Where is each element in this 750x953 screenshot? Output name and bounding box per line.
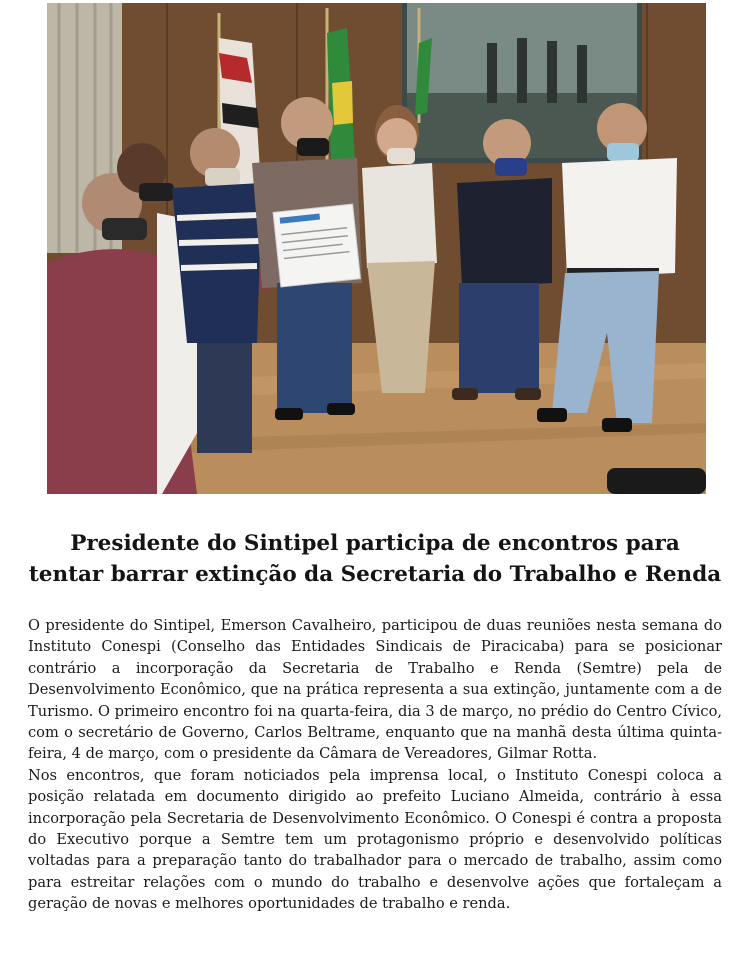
article-headline [20,528,730,590]
headline-line-2: tentar barrar extinção da Secretaria do Trabalho e Renda [28,562,722,587]
article-body [28,615,722,915]
paragraph-2: Nos encontros, que foram noticiados pela imprensa local, o Instituto Conespi coloca a posição relatada em documento dirigido ao prefeito Luciano Almeida, contrário à essa incorporação pela Secretaria de Desenvolvimento Econômico. O Conespi é contra a proposta do Executivo porque a Semtre tem um protagonismo próprio e desenvolvido políticas voltadas para a preparação tanto do trabalhador para o mercado de trabalho, assim como para estreitar relações com o mundo do trabalho e desenvolve ações que fortaleçam a geração de novas e melhores oportunidades de trabalho e renda. [28,766,722,913]
article-photo [47,3,706,494]
headline-line-1: Presidente do Sintipel participa de encontros para [70,531,680,556]
paragraph-1: O presidente do Sintipel, Emerson Cavalheiro, participou de duas reuniões nesta semana do Instituto Conespi (Conselho das Entidades Sindicais de Piracicaba) para se posicionar contrário a incorporação da Secretaria de Trabalho e Renda (Semtre) pela de Desenvolvimento Econômico, que na prática representa a sua extinção, juntamente com a de Turismo. O primeiro encontro foi na quarta-feira, dia 3 de março, no prédio do Centro Cívico, com o secretário de Governo, Carlos Beltrame, enquanto que na manhã desta última quinta-feira, 4 de março, com o presidente da Câmara de Vereadores, Gilmar Rotta. [28,617,722,763]
